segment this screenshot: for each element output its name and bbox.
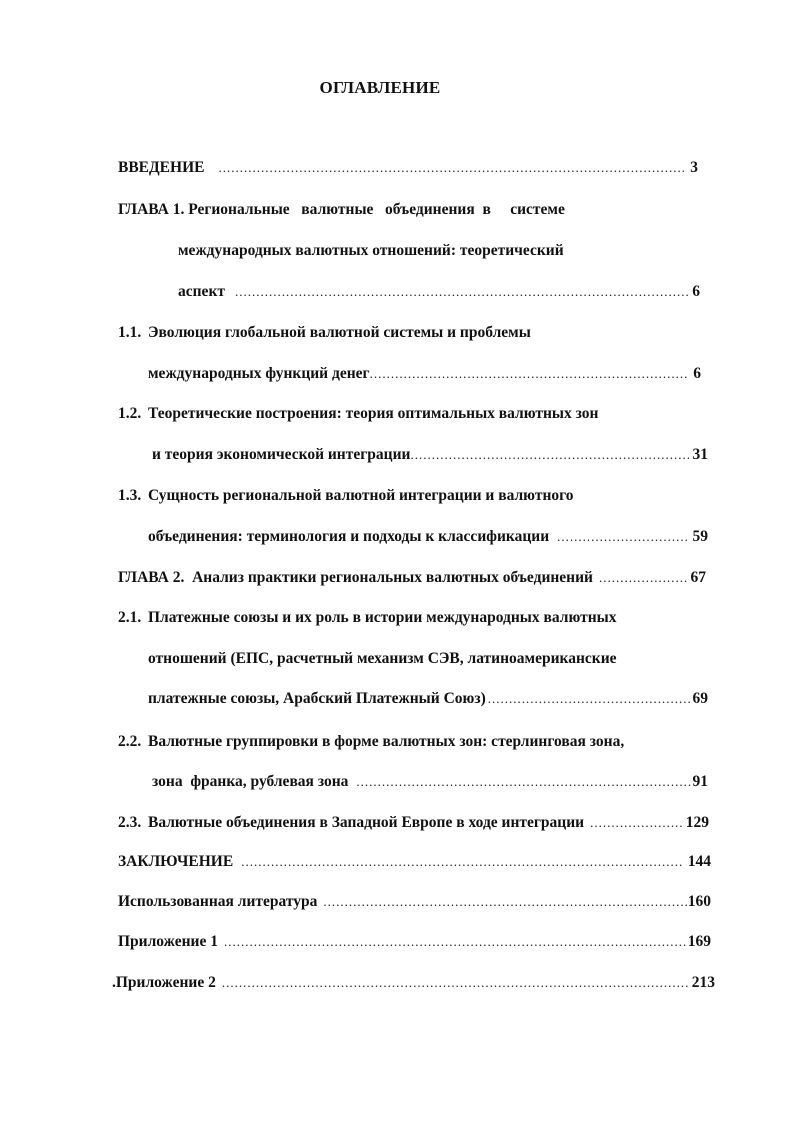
toc-entry-chapter-1-line-1 [118, 198, 565, 222]
toc-entry-appendix-2 [112, 971, 715, 995]
toc-entry-label-text: Валютные объединения в Западной Европе в ходе интеграции [148, 814, 585, 831]
toc-entry-label: объединения: терминология и подходы к классификации [148, 528, 550, 545]
toc-entry-chapter-1-line-2 [178, 239, 564, 263]
toc-entry-section-2-3 [118, 811, 709, 835]
toc-page-number: 129 [685, 814, 709, 831]
toc-entry-label: отношений (ЕПС, расчетный механизм СЭВ, латиноамериканские [148, 650, 617, 667]
toc-entry-label: ВВЕДЕНИЕ [118, 159, 205, 176]
toc-page-number: 6 [693, 365, 701, 382]
toc-entry-section-1-2-line-2 [152, 443, 708, 467]
toc-entry-label: ЗАКЛЮЧЕНИЕ [118, 853, 234, 870]
toc-leader-dots [410, 443, 688, 467]
toc-page-number: 91 [692, 773, 708, 790]
toc-leader-dots [218, 156, 686, 180]
toc-leader-dots [323, 890, 686, 914]
toc-entry-section-1-3-line-1 [118, 484, 574, 508]
toc-entry-label: ГЛАВА 2. Анализ практики региональных валютных объединений [118, 569, 593, 586]
toc-entry-appendix-1 [118, 930, 711, 954]
toc-page-number: 59 [692, 528, 708, 545]
toc-entry-section-1-3-line-2 [148, 525, 708, 549]
toc-entry-chapter-1-line-3 [178, 280, 700, 304]
toc-entry-label [118, 811, 584, 835]
toc-leader-dots [224, 930, 687, 954]
toc-entry-conclusion [118, 850, 711, 874]
toc-entry-label: международных валютных отношений: теоретический [178, 242, 564, 259]
toc-section-number: 1.1. [118, 324, 142, 341]
toc-page-number: 213 [691, 974, 715, 991]
toc-entry-label: Использованная литература [118, 893, 318, 910]
toc-entry-section-2-1-line-2 [148, 647, 617, 671]
toc-entry-section-2-1-line-1 [118, 606, 617, 630]
toc-section-number: 1.2. [118, 405, 142, 422]
toc-section-number: 2.1. [118, 609, 142, 626]
toc-leader-dots [557, 525, 688, 549]
toc-entry-label: Эволюция глобальной валютной системы и проблемы [148, 324, 531, 341]
toc-leader-dots [599, 566, 687, 590]
toc-entry-introduction [118, 156, 698, 180]
toc-section-number: 1.3. [118, 487, 142, 504]
toc-section-number: 2.2. [118, 733, 142, 750]
toc-leader-dots [488, 687, 692, 711]
toc-page-number: 67 [690, 569, 706, 586]
toc-page-number: 3 [690, 159, 698, 176]
toc-entry-references [118, 890, 711, 914]
toc-entry-label: Теоретические построения: теория оптимальных валютных зон [148, 405, 599, 422]
toc-leader-dots [241, 850, 684, 874]
toc-page-number: 69 [692, 690, 708, 707]
toc-entry-label: ГЛАВА 1. Региональные валютные объединения в системе [118, 201, 565, 218]
toc-leader-dots [370, 362, 690, 386]
toc-page-number: 144 [687, 853, 711, 870]
toc-entry-label: Платежные союзы и их роль в истории международных валютных [148, 609, 617, 626]
toc-leader-dots [590, 811, 682, 835]
toc-entry-section-1-1-line-1 [118, 321, 531, 345]
toc-page-number: 160 [687, 893, 711, 910]
toc-entry-label: аспект [178, 283, 225, 300]
toc-entry-label: Валютные группировки в форме валютных зон: стерлинговая зона, [148, 733, 625, 750]
toc-page-number: 169 [687, 933, 711, 950]
toc-entry-label: платежные союзы, Арабский Платежный Союз) [148, 690, 486, 707]
toc-entry-section-2-2-line-1 [118, 730, 624, 754]
toc-entry-section-1-2-line-1 [118, 402, 598, 426]
toc-entry-section-2-2-line-2 [152, 770, 708, 794]
toc-leader-dots [235, 280, 688, 304]
toc-page-number: 6 [692, 283, 700, 300]
toc-entry-section-1-1-line-2 [148, 362, 701, 386]
toc-entry-label: Приложение 1 [118, 933, 218, 950]
toc-entry-section-2-1-line-3 [148, 687, 708, 711]
toc-entry-label: зона франка, рублевая зона [152, 773, 349, 790]
page-title: ОГЛАВЛЕНИЕ [319, 78, 441, 97]
toc-entry-label: .Приложение 2 [112, 974, 216, 991]
toc-entry-label: международных функций денег [148, 365, 370, 382]
toc-leader-dots [222, 971, 688, 995]
toc-entry-chapter-2 [118, 566, 706, 590]
toc-section-number: 2.3. [118, 814, 142, 831]
toc-leader-dots [356, 770, 691, 794]
toc-entry-label: Сущность региональной валютной интеграции и валютного [148, 487, 574, 504]
toc-page-number: 31 [692, 446, 708, 463]
toc-entry-label: и теория экономической интеграции [152, 446, 411, 463]
